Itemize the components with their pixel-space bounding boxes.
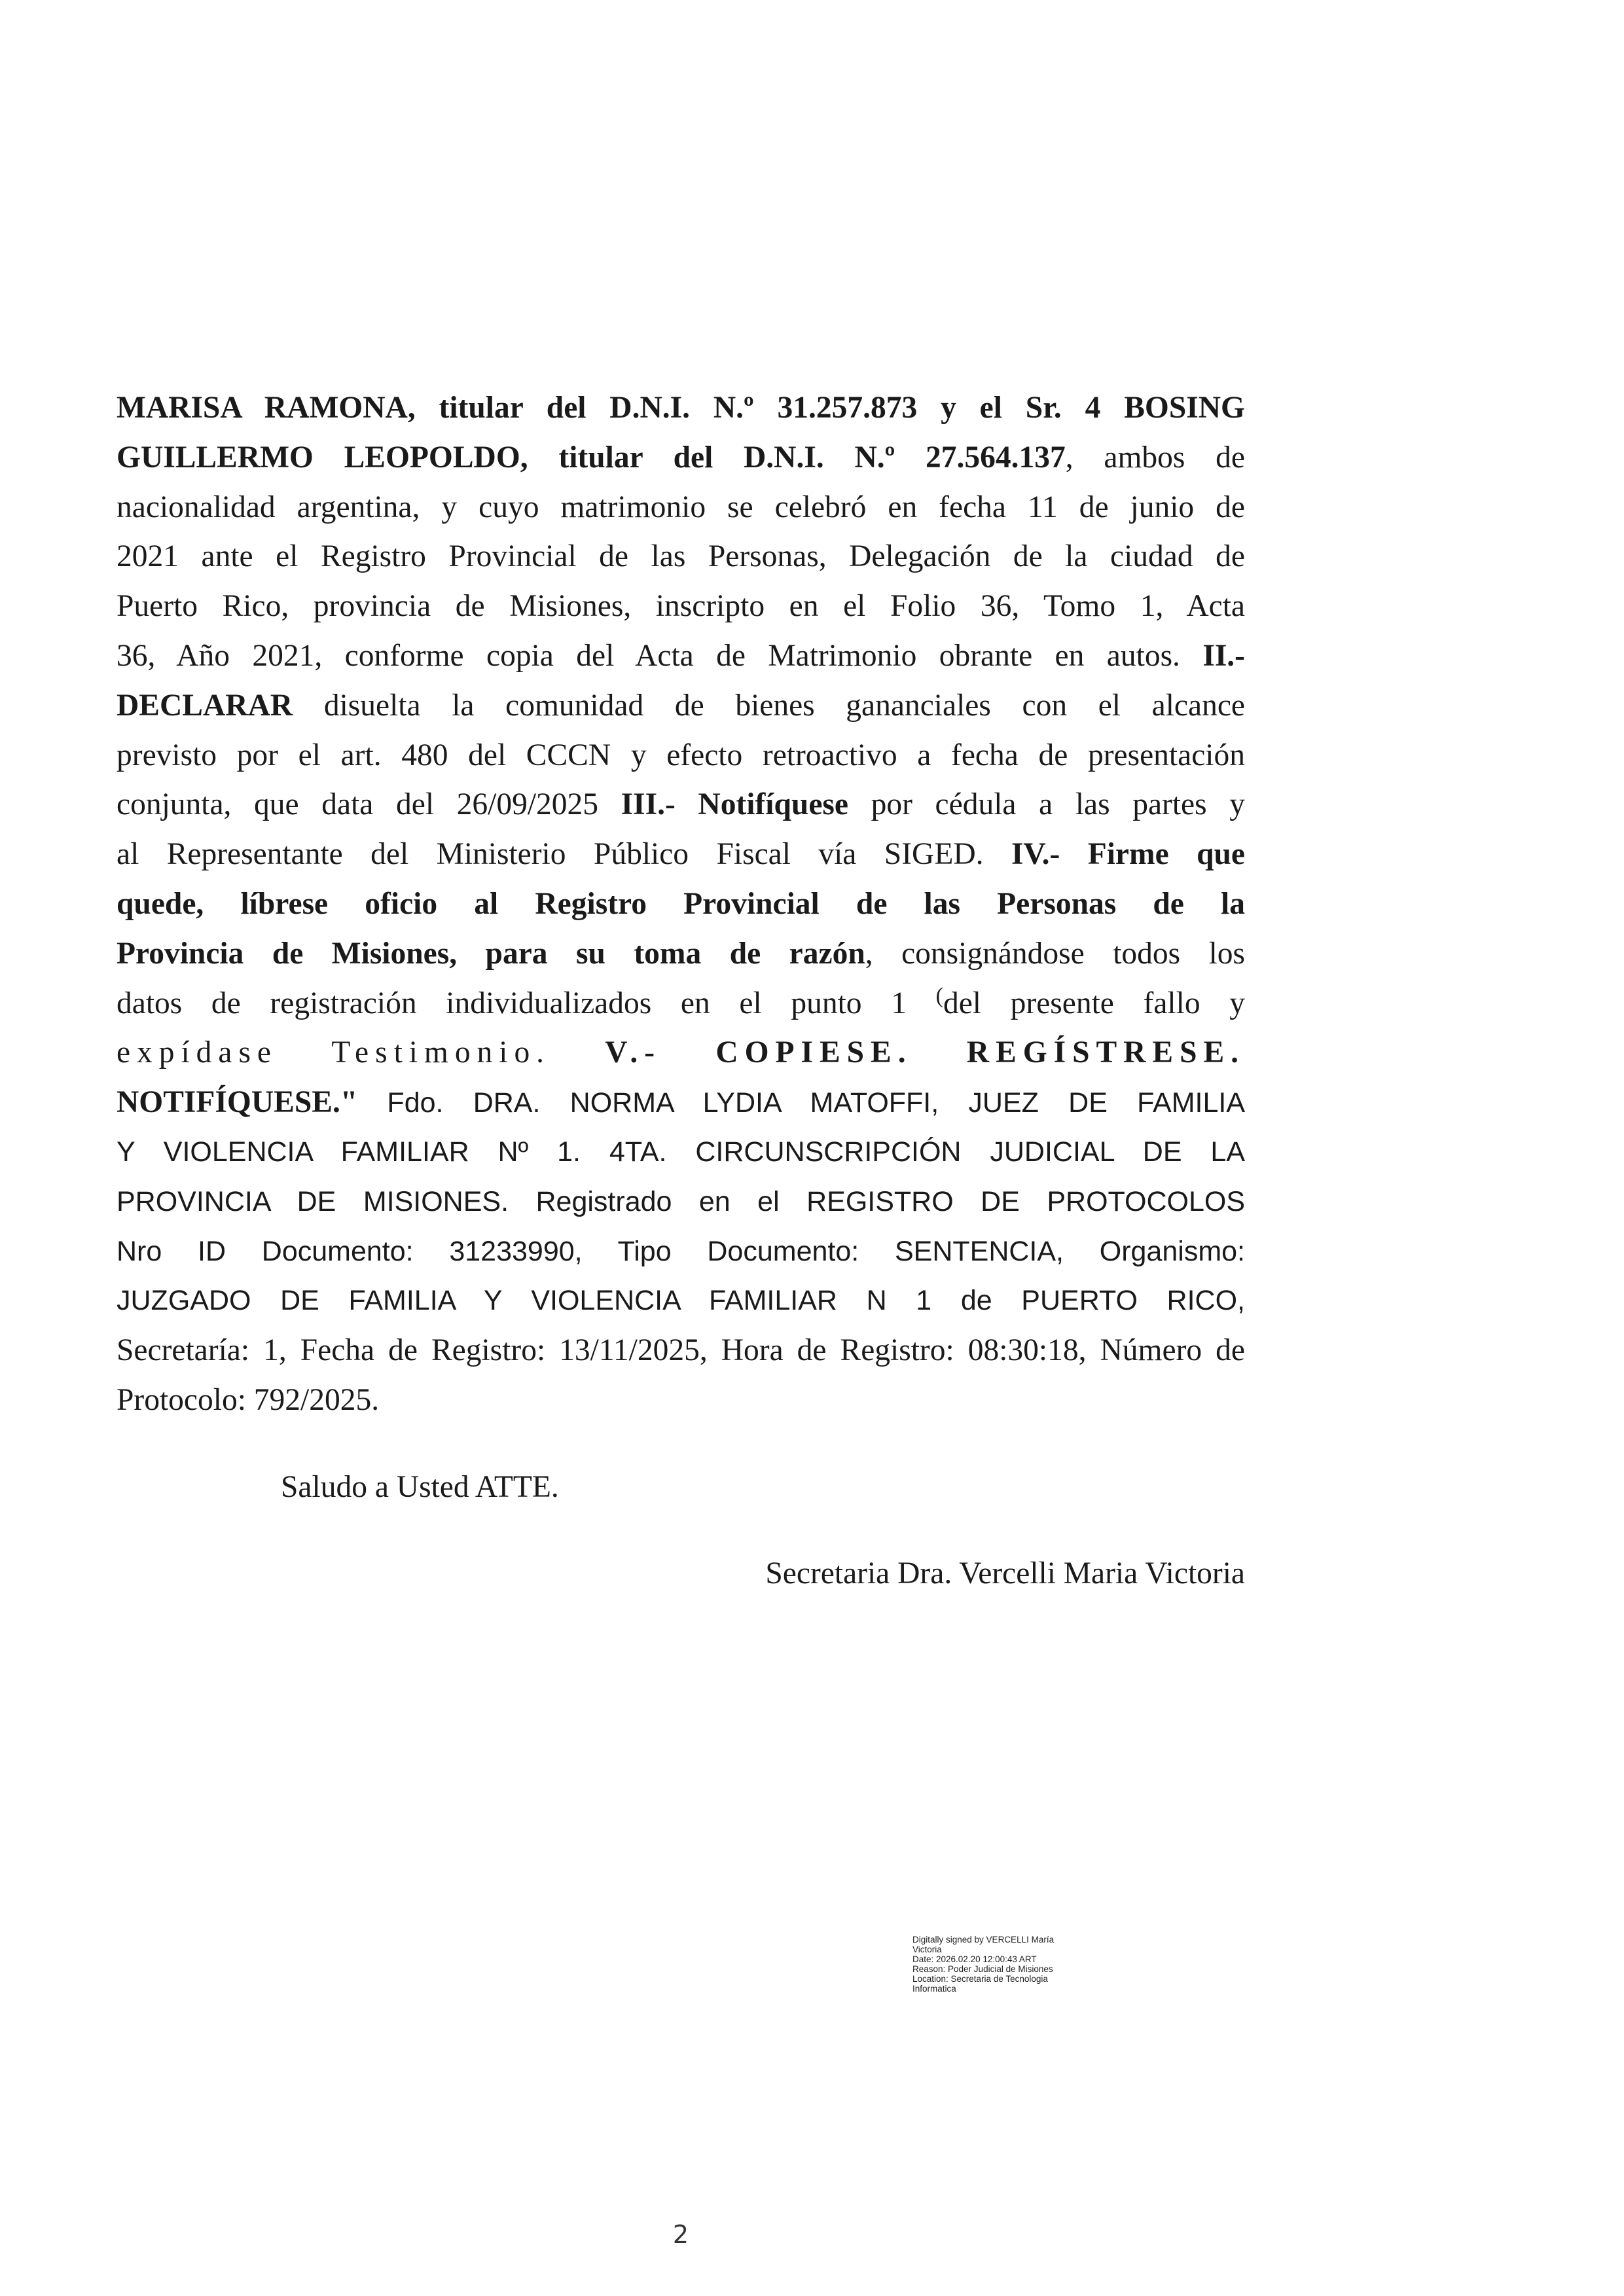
digital-signature-stamp: [912, 1935, 1128, 1994]
text-line: [117, 1177, 1245, 1227]
text-run: 2021 ante el Registro Provincial de las Personas, Delegación de la ciudad de: [117, 539, 1245, 574]
bold-text-run: IV.- Firme que: [1011, 837, 1245, 872]
secretary-signature-line: Secretaria Dra. Vercelli Maria Victoria: [765, 1556, 1245, 1590]
text-line: [117, 880, 1245, 929]
text-run: (: [935, 983, 943, 1008]
text-line: [117, 1227, 1245, 1277]
text-run: Secretaría: 1, Fecha de Registro: 13/11/2025, Hora de Registro: 08:30:18, Número de: [117, 1333, 1245, 1368]
bold-text-run: MARISA RAMONA, titular del D.N.I. N.º 31.257.873 y el Sr. 4 BOSING: [117, 391, 1245, 425]
text-run: del presente fallo y: [943, 986, 1245, 1020]
bold-text-run: Provincia de Misiones, para su toma de razón: [117, 936, 865, 971]
signature-detail-line: Location: Secretaria de Tecnologia: [912, 1974, 1048, 1984]
text-line: [117, 384, 1245, 433]
text-line: [117, 979, 1245, 1029]
text-line: [117, 1078, 1245, 1128]
bold-text-run: V.- COPIESE. REGÍSTRESE.: [605, 1035, 1245, 1070]
text-run: al Representante del Ministerio Público Fiscal vía SIGED.: [117, 837, 1011, 872]
text-line: [117, 532, 1245, 582]
bold-text-run: GUILLERMO LEOPOLDO, titular del D.N.I. N.º 27.564.137: [117, 440, 1066, 475]
text-line: [117, 681, 1245, 731]
text-run: previsto por el art. 480 del CCCN y efecto retroactivo a fecha de presentación: [117, 738, 1245, 772]
text-run: Y VIOLENCIA FAMILIAR Nº 1. 4TA. CIRCUNSCRIPCIÓN JUDICIAL DE LA: [117, 1136, 1245, 1168]
text-run: nacionalidad argentina, y cuyo matrimonio se celebró en fecha 11 de junio de: [117, 490, 1245, 524]
text-line: [117, 1028, 1245, 1078]
text-run: Nro ID Documento: 31233990, Tipo Documento: SENTENCIA, Organismo:: [117, 1235, 1245, 1267]
signature-detail-line: Informatica: [912, 1984, 956, 1994]
closing-greeting: Saludo a Usted ATTE.: [281, 1470, 559, 1504]
text-line: [117, 1128, 1245, 1177]
bold-text-run: DECLARAR: [117, 688, 293, 723]
text-line: [117, 632, 1245, 681]
signature-detail-line: Victoria: [912, 1945, 942, 1954]
text-line: [117, 780, 1245, 830]
text-run: conjunta, que data del 26/09/2025: [117, 787, 621, 822]
bold-text-run: II.-: [1202, 638, 1245, 673]
text-line: [117, 929, 1245, 979]
text-run: expídase Testimonio.: [117, 1035, 605, 1070]
text-line: [117, 1276, 1245, 1326]
text-run: Protocolo: 792/2025.: [117, 1382, 380, 1417]
text-line: [117, 1326, 1245, 1376]
signature-detail-line: Date: 2026.02.20 12:00:43 ART: [912, 1954, 1037, 1964]
bold-text-run: quede, líbrese oficio al Registro Provincial de las Personas de la: [117, 886, 1245, 921]
text-line: [117, 483, 1245, 533]
text-run: Fdo. DRA. NORMA LYDIA MATOFFI, JUEZ DE FAMILIA: [357, 1087, 1245, 1119]
text-run: disuelta la comunidad de bienes gananciales con el alcance: [293, 688, 1245, 723]
text-run: PROVINCIA DE MISIONES. Registrado en el REGISTRO DE PROTOCOLOS: [117, 1185, 1245, 1217]
text-run: datos de registración individualizados en el punto 1: [117, 986, 936, 1020]
signature-detail-line: Reason: Poder Judicial de Misiones: [912, 1964, 1053, 1974]
text-run: Puerto Rico, provincia de Misiones, inscripto en el Folio 36, Tomo 1, Acta: [117, 589, 1245, 624]
text-line: [117, 830, 1245, 880]
text-line: [117, 582, 1245, 632]
text-run: , consignándose todos los: [865, 936, 1246, 971]
text-run: por cédula a las partes y: [848, 787, 1245, 822]
bold-text-run: NOTIFÍQUESE.": [117, 1085, 358, 1120]
text-run: JUZGADO DE FAMILIA Y VIOLENCIA FAMILIAR N 1 de PUERTO RICO,: [117, 1285, 1245, 1317]
text-line: [117, 433, 1245, 483]
text-line: [117, 1376, 1245, 1426]
page-number: 2: [672, 2220, 689, 2249]
text-run: 36, Año 2021, conforme copia del Acta de Matrimonio obrante en autos.: [117, 638, 1203, 673]
text-line: [117, 731, 1245, 781]
resolution-body-text: [117, 384, 1245, 1426]
bold-text-run: III.- Notifíquese: [621, 787, 848, 822]
text-run: , ambos de: [1065, 440, 1245, 475]
signature-detail-line: Digitally signed by VERCELLI María: [912, 1935, 1055, 1945]
